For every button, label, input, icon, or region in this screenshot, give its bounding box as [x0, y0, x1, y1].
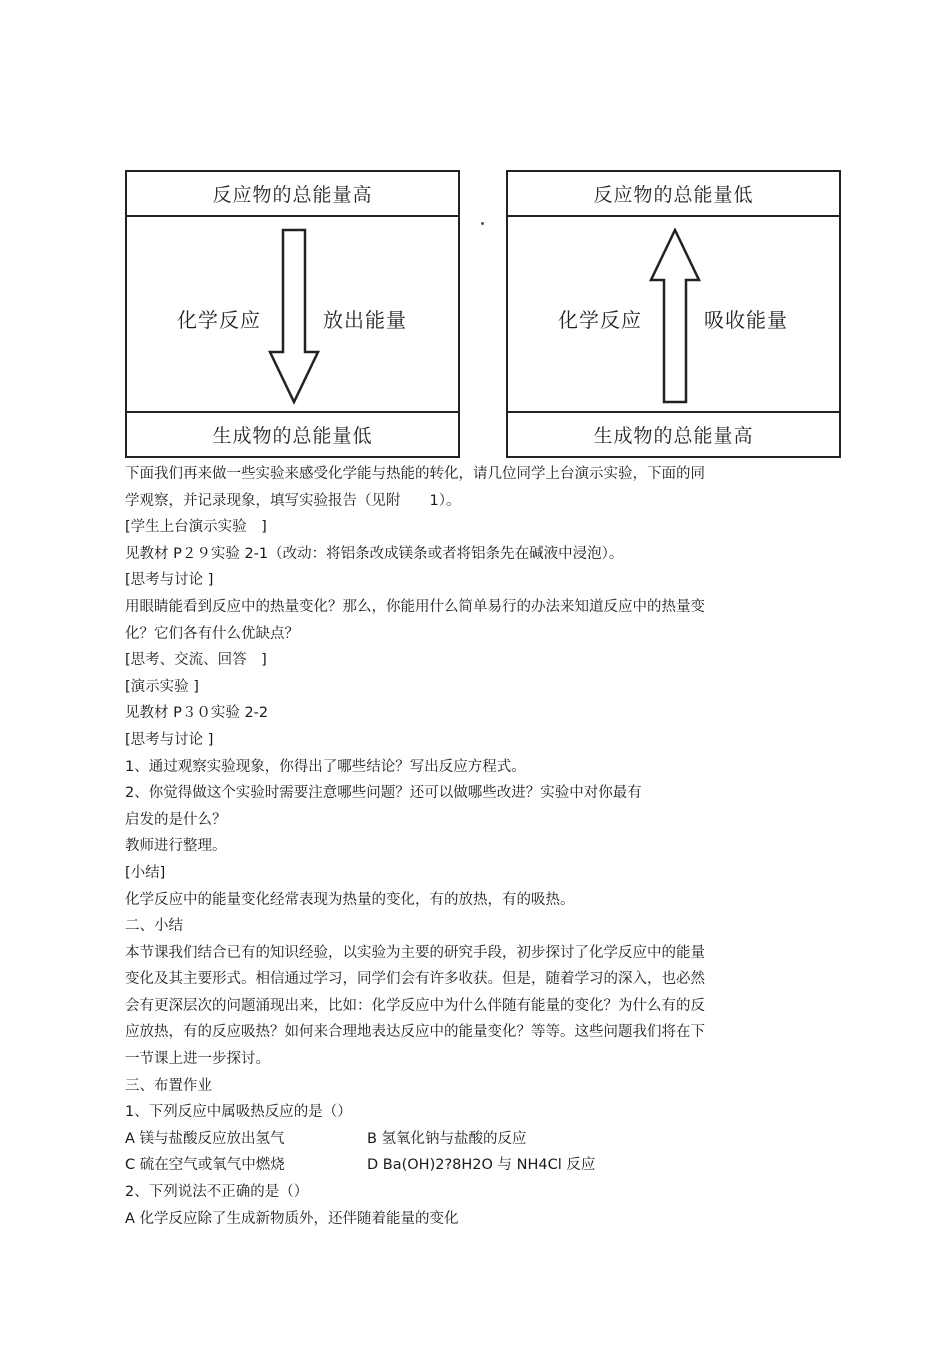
- teacher-note: 教师进行整理。: [125, 838, 227, 855]
- reactant-energy-high-label: 反应物的总能量高: [127, 172, 458, 217]
- homework-options-row: [125, 1126, 775, 1153]
- product-energy-high-label: 生成物的总能量高: [508, 411, 839, 456]
- option-d: D Ba(OH)2?8H2O 与 NH4Cl 反应: [367, 1157, 596, 1174]
- paragraph-line: 一节课上进一步探讨。: [125, 1051, 270, 1068]
- discussion-item: 2、你觉得做这个实验时需要注意哪些问题？还可以做哪些改进？实验中对你最有: [125, 785, 642, 802]
- exothermic-diagram: [125, 170, 460, 458]
- homework-question: 2、下列说法不正确的是（）: [125, 1184, 309, 1201]
- option-a: A 化学反应除了生成新物质外，还伴随着能量的变化: [125, 1210, 459, 1227]
- section-tag-summary: [小结]: [125, 864, 166, 881]
- endothermic-diagram: [506, 170, 841, 458]
- paragraph-line: 应放热，有的反应吸热？如何来合理地表达反应中的能量变化？等等。这些问题我们将在下: [125, 1024, 705, 1041]
- down-arrow-icon: [268, 228, 320, 406]
- reactant-energy-low-label: 反应物的总能量低: [508, 172, 839, 217]
- section-tag-think-discuss: [思考与讨论 ]: [125, 731, 214, 748]
- question-line: 用眼睛能看到反应中的热量变化？那么，你能用什么简单易行的办法来知道反应中的热量变: [125, 598, 705, 615]
- paragraph-line: 学观察，并记录现象，填写实验报告（见附 1）。: [125, 492, 461, 509]
- homework-options-row: [125, 1152, 775, 1179]
- section-tag-think-share-answer: [思考、交流、回答 ]: [125, 652, 267, 669]
- option-a: A 镁与盐酸反应放出氢气: [125, 1130, 285, 1147]
- homework-question: 1、下列反应中属吸热反应的是（）: [125, 1104, 352, 1121]
- section-tag-think-discuss: [思考与讨论 ]: [125, 572, 214, 589]
- absorb-energy-label: 吸收能量: [704, 308, 788, 332]
- paragraph-line: 变化及其主要形式。相信通过学习，同学们会有许多收获。但是，随着学习的深入，也必然: [125, 971, 705, 988]
- summary-text: 化学反应中的能量变化经常表现为热量的变化，有的放热，有的吸热。: [125, 891, 575, 908]
- scan-speck: [481, 222, 484, 225]
- experiment-reference: 见教材 P３０实验 2-2: [125, 705, 269, 722]
- section-heading-summary: 二、小结: [125, 918, 183, 935]
- section-tag-demo-experiment: [演示实验 ]: [125, 678, 199, 695]
- release-energy-label: 放出能量: [323, 308, 407, 332]
- chemical-reaction-label: 化学反应: [177, 308, 261, 332]
- chemical-reaction-label: 化学反应: [558, 308, 642, 332]
- discussion-item: 启发的是什么？: [125, 811, 227, 828]
- section-tag-student-demo: [学生上台演示实验 ]: [125, 519, 267, 536]
- paragraph-line: 下面我们再来做一些实验来感受化学能与热能的转化，请几位同学上台演示实验，下面的同: [125, 466, 705, 482]
- lesson-text: [125, 461, 775, 1232]
- paragraph-line: 本节课我们结合已有的知识经验，以实验为主要的研究手段，初步探讨了化学反应中的能量: [125, 944, 705, 961]
- experiment-reference: 见教材 P２９实验 2-1（改动：将铝条改成镁条或者将铝条先在碱液中浸泡）。: [125, 545, 624, 562]
- option-c: C 硫在空气或氧气中燃烧: [125, 1157, 285, 1174]
- product-energy-low-label: 生成物的总能量低: [127, 411, 458, 456]
- option-b: B 氢氧化钠与盐酸的反应: [367, 1130, 527, 1147]
- section-heading-homework: 三、布置作业: [125, 1077, 212, 1094]
- up-arrow-icon: [649, 228, 701, 406]
- paragraph-line: 会有更深层次的问题涌现出来，比如：化学反应中为什么伴随有能量的变化？为什么有的反: [125, 997, 705, 1014]
- question-line: 化？它们各有什么优缺点？: [125, 625, 299, 642]
- discussion-item: 1、通过观察实验现象，你得出了哪些结论？写出反应方程式。: [125, 758, 526, 775]
